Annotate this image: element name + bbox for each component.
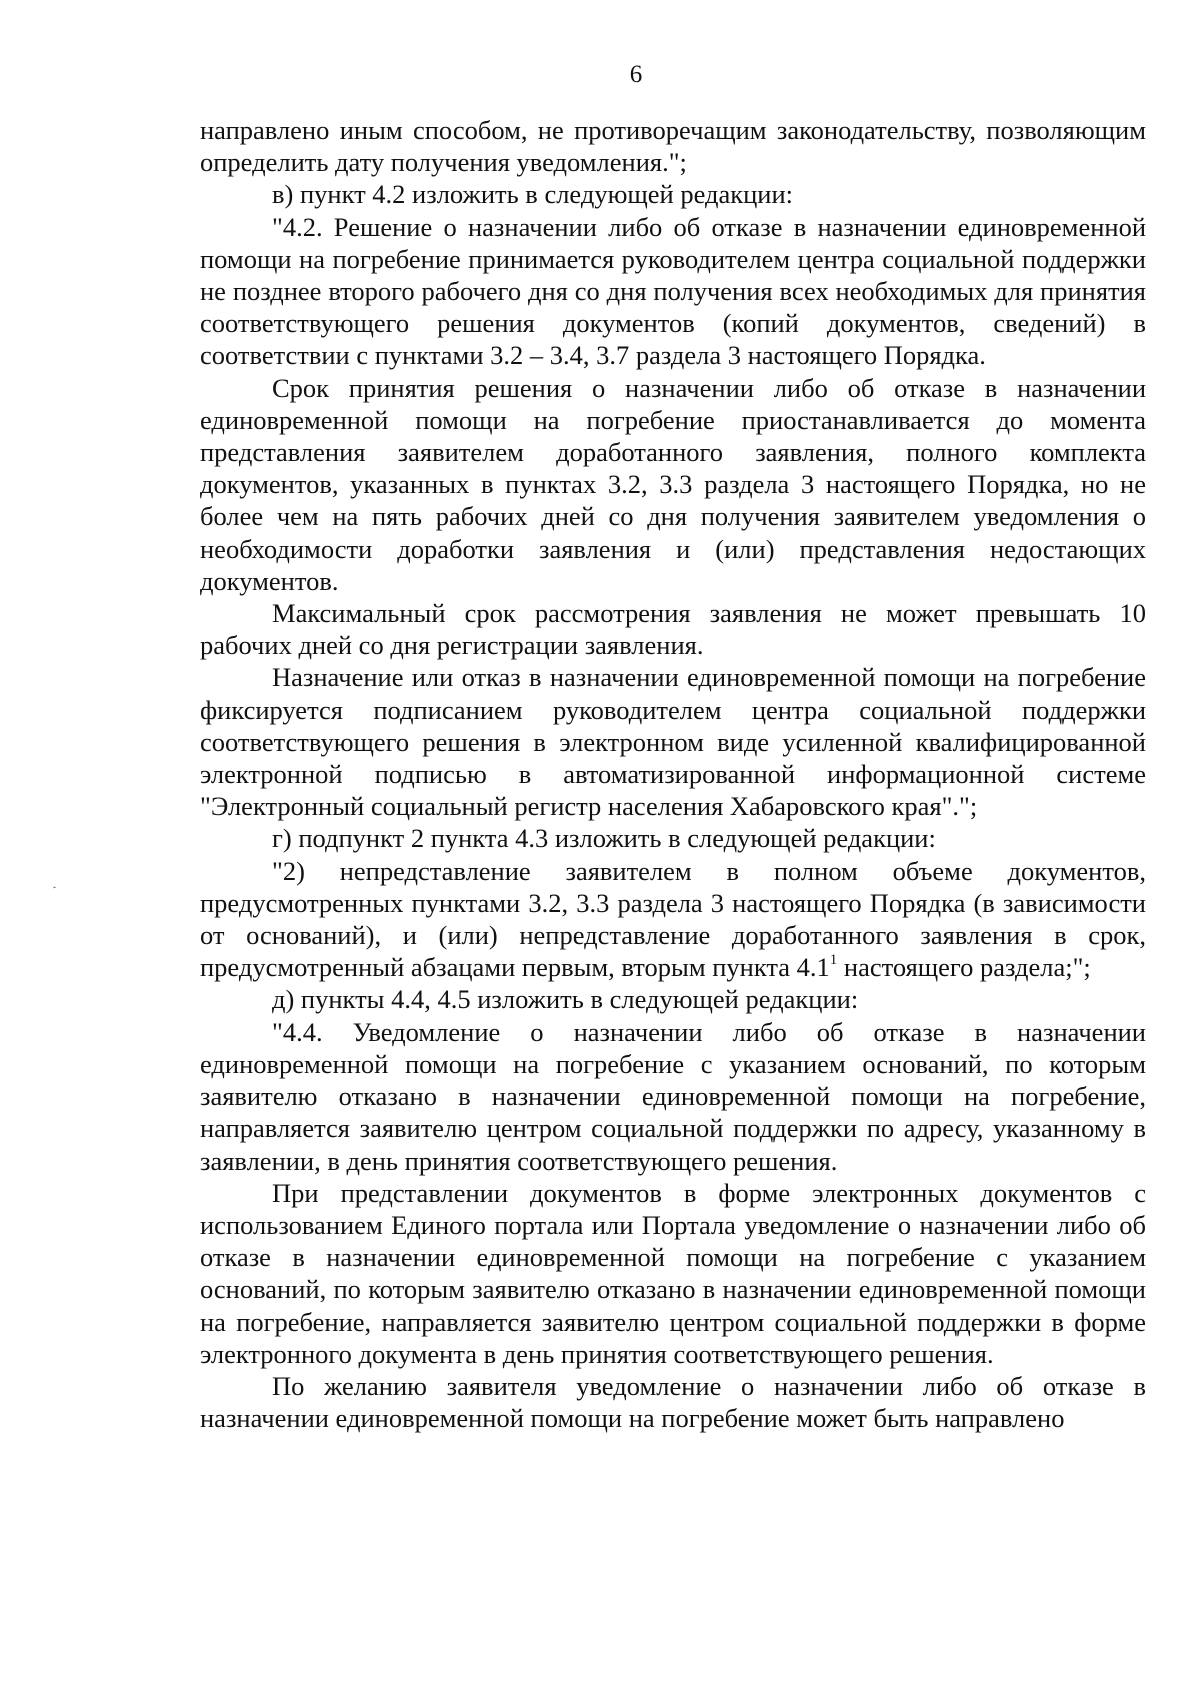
paragraph-clause-4-2: "4.2. Решение о назначении либо об отказе в назначении единовременной помощи на погребение принимается руководителем центра социальной поддержки не позднее второго рабочего дня со дня получения всех необходимых для принятия соответствующего решения документов (копий документов, сведений) в соответствии с пунктами 3.2 – 3.4, 3.7 раздела 3 настоящего Порядка. [200, 211, 1146, 371]
paragraph-subclause-2 [200, 855, 1146, 984]
paragraph-applicant-request: По желанию заявителя уведомление о назначении либо об отказе в назначении единовременной помощи на погребение может быть направлено [200, 1370, 1146, 1434]
paragraph-max-term: Максимальный срок рассмотрения заявления не может превышать 10 рабочих дней со дня регистрации заявления. [200, 598, 1146, 661]
scan-speck: ´ [47, 884, 58, 901]
paragraph-electronic-notice: При представлении документов в форме электронных документов с использованием Единого портала или Портала уведомление о назначении либо об отказе в назначении единовременной помощи на погребение с указанием оснований, по которым заявителю отказано в назначении единовременной помощи на погребение, направляется заявителю центром социальной поддержки в форме электронного документа в день принятия соответствующего решения. [200, 1177, 1146, 1369]
subclause-2-tail: настоящего раздела;"; [837, 952, 1091, 983]
paragraph-clause-4-4: "4.4. Уведомление о назначении либо об отказе в назначении единовременной помощи на погребение с указанием оснований, по которым заявителю отказано в назначении единовременной помощи на погребение, направляется заявителю центром социальной поддержки по адресу, указанному в заявлении, в день принятия соответствующего решения. [200, 1016, 1146, 1176]
subclause-2-text: "2) непредставление заявителем в полном объеме документов, предусмотренных пунктами 3.2, 3.3 раздела 3 настоящего Порядка (в зависимости от оснований), и (или) непредставление доработанного заявления в срок, предусмотренный абзацами первым, вторым пункта 4.1 [200, 855, 1146, 983]
paragraph-amendment-g: г) подпункт 2 пункта 4.3 изложить в следующей редакции: [272, 823, 936, 854]
paragraph-continuation: направлено иным способом, не противоречащим законодательству, позволяющим определить дату получения уведомления."; [200, 115, 1146, 178]
paragraph-decision-term: Срок принятия решения о назначении либо об отказе в назначении единовременной помощи на погребение приостанавливается до момента представления заявителем доработанного заявления, полного комплекта документов, указанных в пунктах 3.2, 3.3 раздела 3 настоящего Порядка, но не более чем на пять рабочих дней со дня получения заявителем уведомления о необходимости доработки заявления и (или) представления недостающих документов. [200, 372, 1146, 596]
page-number: 6 [629, 61, 643, 88]
paragraph-amendment-v: в) пункт 4.2 изложить в следующей редакции: [272, 179, 794, 210]
superscript-marker: 1 [829, 952, 838, 969]
paragraph-amendment-d: д) пункты 4.4, 4.5 изложить в следующей редакции: [272, 984, 859, 1015]
paragraph-signing: Назначение или отказ в назначении единовременной помощи на погребение фиксируется подписанием руководителем центра социальной поддержки соответствующего решения в электронном виде усиленной квалифицированной электронной подписью в автоматизированной информационной системе "Электронный социальный регистр населения Хабаровского края"."; [200, 662, 1146, 822]
document-body [200, 114, 1146, 1434]
